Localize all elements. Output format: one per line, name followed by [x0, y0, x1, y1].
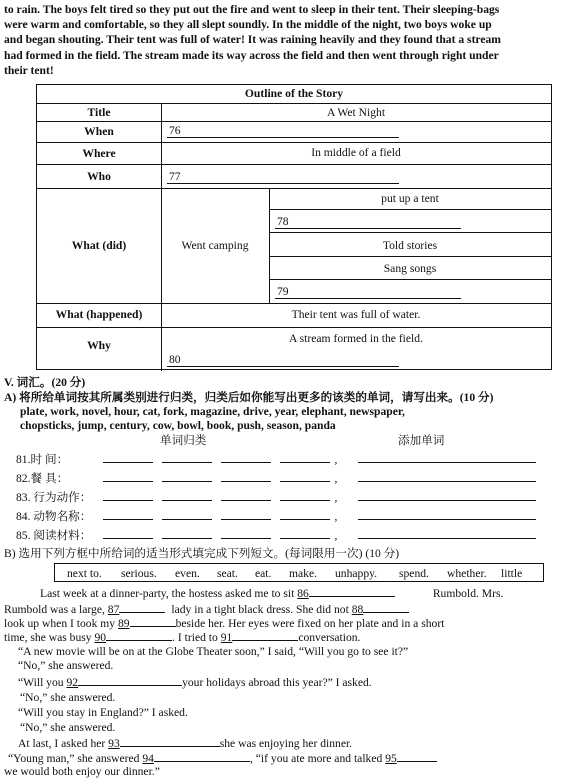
add-words-blank[interactable] [358, 509, 536, 520]
box-word: serious. [121, 567, 157, 580]
answer-blank[interactable] [280, 490, 330, 501]
word-choice-box [54, 563, 544, 582]
category-row: 84. 动物名称： , [16, 509, 536, 524]
add-words-blank[interactable] [358, 490, 536, 501]
why-label: Why [87, 339, 111, 352]
answer-blank[interactable] [280, 509, 330, 520]
category-row: 83. 行为动作： , [16, 490, 536, 505]
category-label: 84. 动物名称： [16, 510, 92, 523]
story-line: “No,” she answered. [20, 691, 116, 704]
category-label: 83. 行为动作： [16, 491, 92, 504]
part-a-instruction: A) 将所给单词按其所属类别进行归类，归类后如你能写出更多的该类的单词，请写出来。(10 分) [4, 391, 494, 404]
where-label: Where [82, 147, 116, 160]
answer-blank[interactable] [280, 528, 330, 539]
answer-blank[interactable] [162, 528, 212, 539]
story-line: “Young man,” she answered 94 , “if you ate more and talked 95 [8, 751, 437, 766]
story-line: “Will you 92 your holidays abroad this year?” I asked. [18, 676, 372, 689]
what-did-value: Went camping [181, 239, 249, 252]
what-did-label: What (did) [71, 239, 127, 252]
column-heading-add: 添加单词 [398, 434, 445, 447]
answer-blank[interactable] [221, 509, 271, 520]
column-heading-classify: 单词归类 [160, 434, 207, 447]
answer-blank[interactable] [78, 675, 182, 686]
answer-blank[interactable] [280, 471, 330, 482]
category-label: 85. 阅读材料： [16, 529, 92, 542]
box-word: even. [175, 567, 200, 580]
blank-77: 77 [169, 170, 181, 183]
story-outline-table [36, 84, 552, 370]
word-list-line: chopsticks, jump, century, cow, bowl, book, push, season, panda [20, 419, 336, 432]
story-line: At last, I asked her 93 she was enjoying her dinner. [18, 737, 353, 750]
when-label: When [84, 125, 114, 138]
story-line: “Will you stay in England?” I asked. [18, 706, 188, 719]
word-list-line: plate, work, novel, hour, cat, fork, magazine, drive, year, elephant, newspaper, [20, 405, 405, 418]
passage-line: and began shouting. Their tent was full of water! It was raining heavily and they found that a stream [4, 33, 501, 47]
what-happened-label: What (happened) [55, 308, 143, 321]
blank-88[interactable]: 88 [351, 603, 364, 616]
reading-passage [4, 2, 576, 78]
box-word: little [501, 567, 523, 580]
story-line: Last week at a dinner-party, the hostess asked me to sit 86 Rumbold. Mrs. [40, 587, 504, 600]
category-label: 82.餐 具： [16, 472, 69, 485]
answer-blank[interactable] [162, 471, 212, 482]
passage-line: had formed in the field. The stream made its way across the field and then went through right under [4, 48, 499, 62]
box-word: seat. [217, 567, 238, 580]
blank-78-line[interactable] [275, 228, 461, 229]
blank-79: 79 [277, 285, 289, 298]
blank-89[interactable]: 89 [118, 617, 130, 630]
add-words-blank[interactable] [358, 528, 536, 539]
answer-blank[interactable] [154, 751, 250, 762]
add-words-blank[interactable] [358, 471, 536, 482]
answer-blank[interactable] [103, 509, 153, 520]
answer-blank[interactable] [162, 490, 212, 501]
blank-92[interactable]: 92 [66, 676, 79, 689]
sub-told-stories: Told stories [382, 239, 438, 252]
answer-blank[interactable] [221, 490, 271, 501]
where-value: In middle of a field [311, 146, 401, 159]
sub-sang-songs: Sang songs [383, 262, 437, 275]
blank-90[interactable]: 90 [94, 631, 107, 644]
answer-blank[interactable] [221, 452, 271, 463]
story-line: “A new movie will be on at the Globe Theater soon,” I said, “Will you go to see it?” [18, 645, 409, 658]
answer-blank[interactable] [103, 452, 153, 463]
blank-78: 78 [277, 215, 289, 228]
blank-93[interactable]: 93 [108, 737, 120, 750]
answer-blank[interactable] [162, 452, 212, 463]
box-word: make. [289, 567, 318, 580]
section-title: V. 词汇。(20 分) [4, 376, 86, 389]
outline-heading: Outline of the Story [244, 87, 344, 100]
passage-line: to rain. The boys felt tired so they put out the fire and went to sleep in their tent. Their sleeping-bags [4, 3, 500, 16]
story-line: Rumbold was a large, 87 lady in a tight black dress. She did not 88 [4, 602, 409, 617]
story-line: time, she was busy 90 . I tried to 91 conversation. [4, 631, 361, 644]
blank-95[interactable]: 95 [385, 752, 397, 765]
blank-80-line[interactable] [167, 366, 399, 367]
title-label: Title [87, 106, 111, 119]
answer-blank[interactable] [119, 602, 165, 613]
box-word: unhappy. [335, 567, 378, 580]
answer-blank[interactable] [221, 471, 271, 482]
story-line: “No,” she answered. [20, 721, 116, 734]
answer-blank[interactable] [162, 509, 212, 520]
blank-91[interactable]: 91 [220, 631, 233, 644]
why-value: A stream formed in the field. [289, 332, 423, 345]
blank-94[interactable]: 94 [142, 752, 154, 765]
answer-blank[interactable] [106, 630, 172, 641]
story-line: we would both enjoy our dinner.” [4, 765, 160, 778]
box-word: whether. [447, 567, 487, 580]
add-words-blank[interactable] [358, 452, 536, 463]
category-row: 82.餐 具： , [16, 471, 536, 486]
box-word: eat. [255, 567, 272, 580]
category-row: 85. 阅读材料： , [16, 528, 536, 543]
what-happened-value: Their tent was full of water. [291, 308, 421, 321]
part-b-instruction: B) 选用下列方框中所给词的适当形式填完成下列短文。(每词限用一次) (10 分) [4, 547, 400, 560]
category-label: 81.时 间： [16, 453, 69, 466]
passage-line: their tent! [4, 63, 54, 77]
blank-79-line[interactable] [275, 298, 461, 299]
answer-blank[interactable] [309, 586, 395, 597]
blank-80: 80 [169, 353, 181, 366]
blank-77-line[interactable] [167, 183, 399, 184]
blank-76-line[interactable] [167, 137, 399, 138]
answer-blank[interactable] [103, 490, 153, 501]
who-label: Who [87, 170, 111, 183]
sub-put-up-tent: put up a tent [381, 192, 439, 205]
passage-line: were warm and comfortable, so they all slept soundly. In the middle of the night, two boys woke up [4, 18, 492, 32]
blank-76: 76 [169, 124, 181, 137]
answer-blank[interactable] [280, 452, 330, 463]
blank-87[interactable]: 87 [107, 603, 120, 616]
answer-blank[interactable] [103, 471, 153, 482]
box-word: spend. [399, 567, 429, 580]
box-word: next to. [67, 567, 102, 580]
story-line: “No,” she answered. [18, 659, 114, 672]
answer-blank[interactable] [397, 751, 437, 762]
answer-blank[interactable] [130, 616, 176, 627]
blank-86[interactable]: 86 [297, 587, 309, 600]
answer-blank[interactable] [221, 528, 271, 539]
title-value: A Wet Night [326, 106, 386, 119]
category-row: 81.时 间： , [16, 452, 536, 467]
answer-blank[interactable] [120, 736, 220, 747]
story-line: look up when I took my 89 beside her. Her eyes were fixed on her plate and in a short [4, 617, 445, 630]
answer-blank[interactable] [103, 528, 153, 539]
answer-blank[interactable] [232, 630, 298, 641]
answer-blank[interactable] [363, 602, 409, 613]
